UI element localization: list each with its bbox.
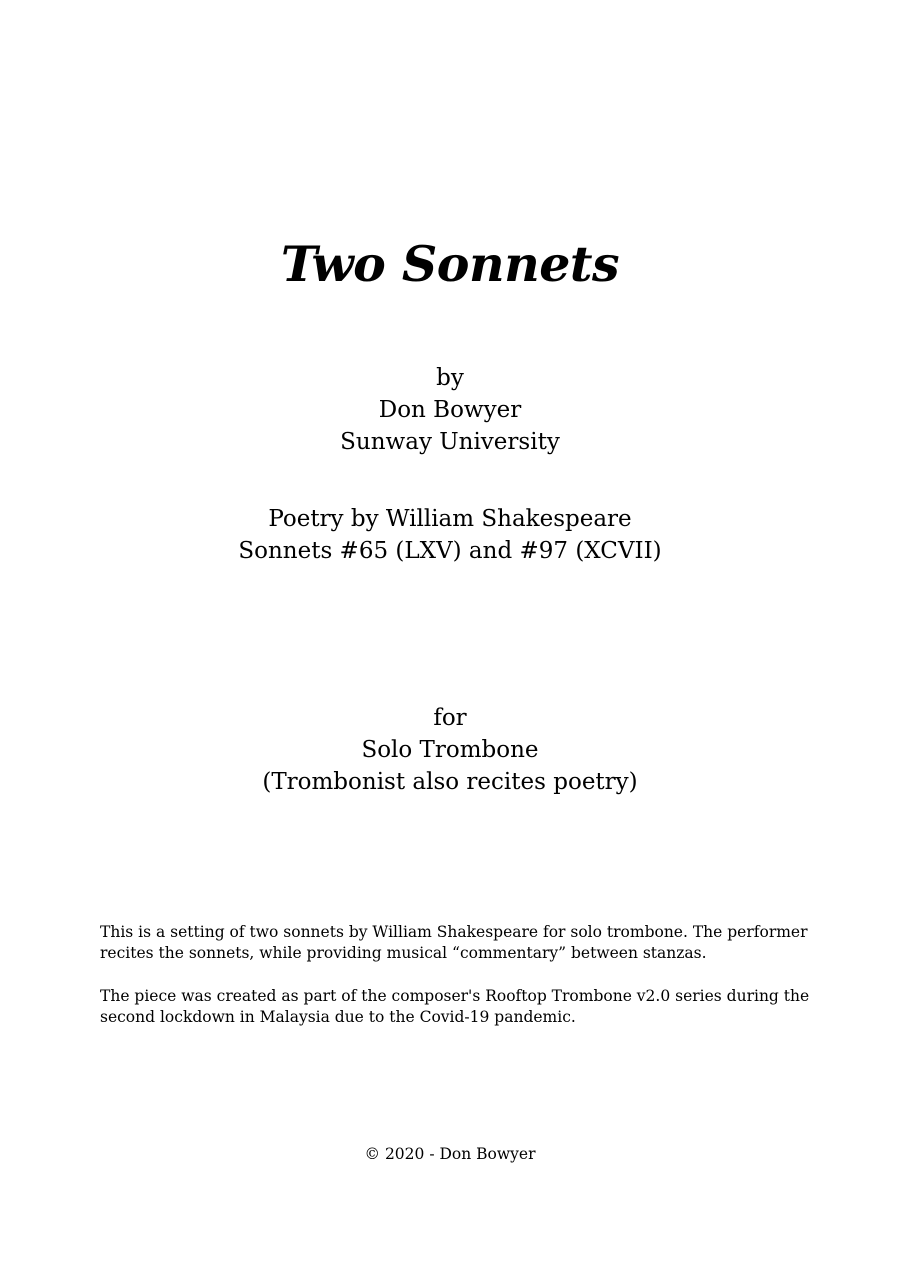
composer-affiliation: Sunway University — [340, 429, 560, 455]
instrument-note: (Trombonist also recites poetry) — [262, 769, 638, 795]
composer-name: Don Bowyer — [378, 397, 522, 423]
sonnet-numbers: Sonnets #65 (LXV) and #97 (XCVII) — [238, 538, 662, 564]
poetry-author: Poetry by William Shakespeare — [268, 506, 632, 532]
poetry-credits — [0, 503, 900, 567]
copyright-notice: © 2020 - Don Bowyer — [364, 1145, 536, 1163]
by-label: by — [436, 365, 464, 391]
instrument-name: Solo Trombone — [361, 737, 539, 763]
instrumentation-block — [0, 702, 900, 798]
page-title: Two Sonnets — [280, 235, 620, 293]
description-paragraph-1: This is a setting of two sonnets by William Shakespeare for solo trombone. The performer recites the sonnets, while providing musical “commentary” between stanzas. — [100, 923, 808, 962]
for-label: for — [433, 705, 467, 731]
description-paragraph-2: The piece was created as part of the composer's Rooftop Trombone v2.0 series during the second lockdown in Malaysia due to the Covid-19 pandemic. — [100, 987, 810, 1026]
credits-block — [0, 362, 900, 458]
